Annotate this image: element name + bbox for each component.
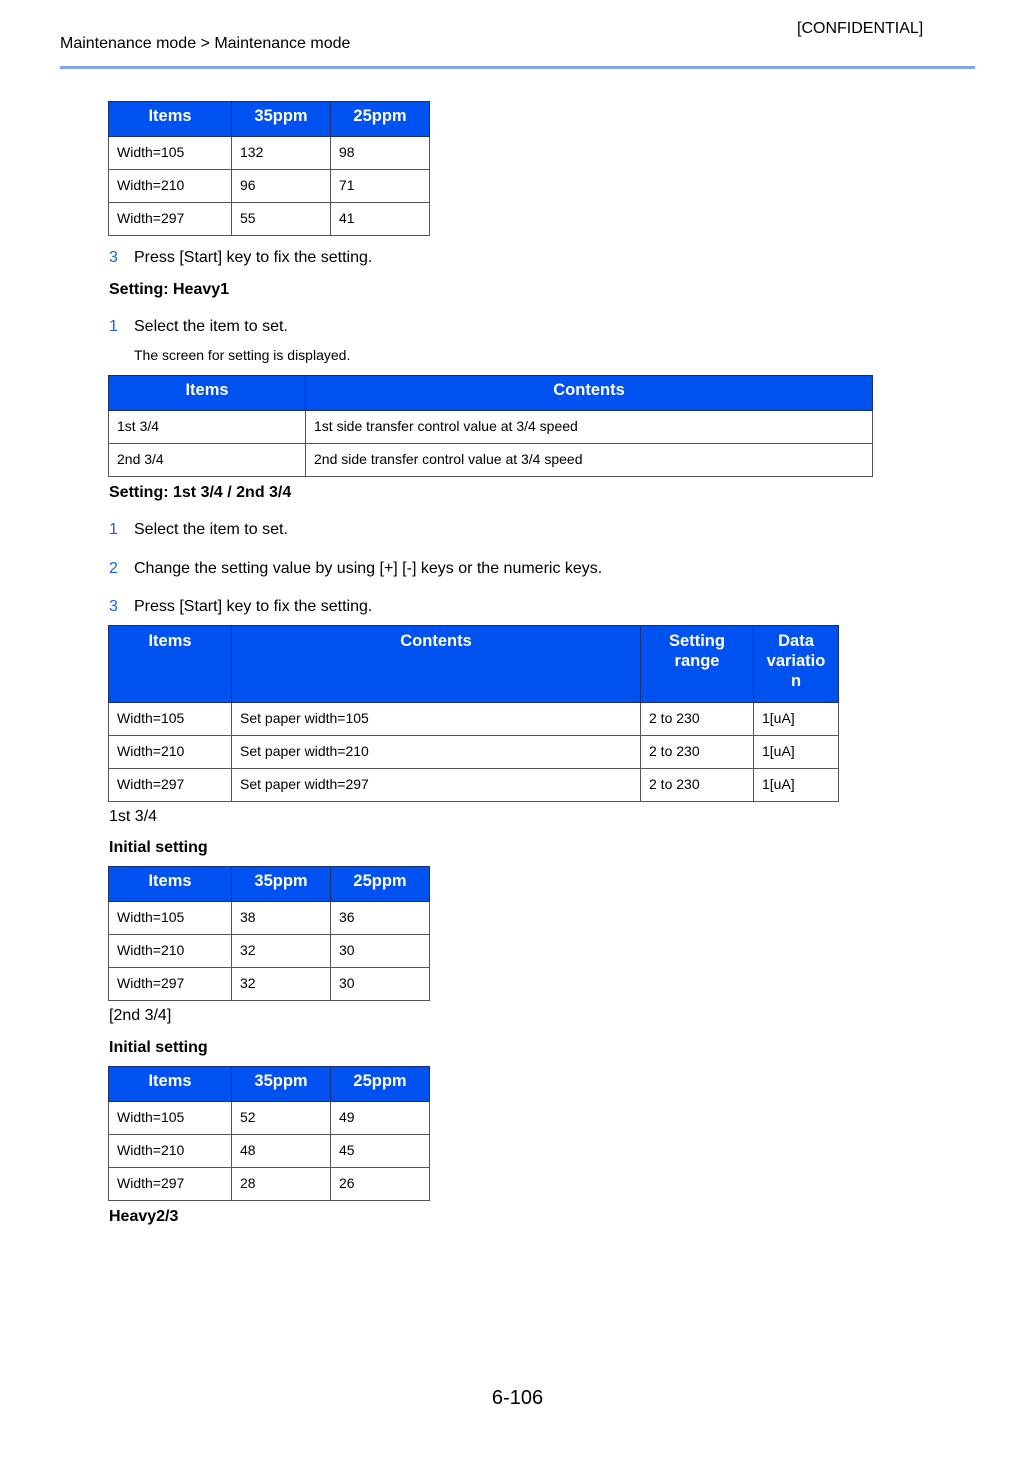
- table-cell: 52: [232, 1102, 331, 1135]
- table-row: [109, 137, 430, 170]
- column-header-data-variation: [754, 626, 839, 703]
- table-row: [109, 444, 873, 477]
- step-number: 1: [109, 521, 118, 538]
- table-cell: 38: [232, 902, 331, 935]
- column-header-setting-range: [641, 626, 754, 703]
- table-initial-1st: [108, 866, 430, 1001]
- table-cell: Width=210: [109, 736, 232, 769]
- table-cell: Width=105: [109, 1102, 232, 1135]
- step-text: Press [Start] key to fix the setting.: [134, 249, 373, 266]
- step-item: [109, 249, 809, 269]
- table-cell: 32: [232, 935, 331, 968]
- column-header: Items: [109, 376, 306, 411]
- column-header: 25ppm: [331, 1067, 430, 1102]
- section-heading: Initial setting: [109, 1039, 208, 1056]
- table-cell: 2 to 230: [641, 736, 754, 769]
- table-cell: 28: [232, 1168, 331, 1201]
- table-width-ppm-1: [108, 101, 430, 236]
- table-cell: 1[uA]: [754, 736, 839, 769]
- step-note: The screen for setting is displayed.: [134, 347, 351, 363]
- table-cell: 36: [331, 902, 430, 935]
- header-line: Setting: [669, 632, 725, 650]
- table-row: [109, 203, 430, 236]
- table-cell: 98: [331, 137, 430, 170]
- table-row: [109, 736, 839, 769]
- step-number: 3: [109, 598, 118, 615]
- table-cell: Width=210: [109, 170, 232, 203]
- column-header: Contents: [306, 376, 873, 411]
- table-cell: 71: [331, 170, 430, 203]
- column-header: Contents: [232, 626, 641, 703]
- step-number: 1: [109, 318, 118, 335]
- step-text: Select the item to set.: [134, 318, 288, 335]
- table-row: [109, 170, 430, 203]
- step-text: Press [Start] key to fix the setting.: [134, 598, 373, 615]
- table-cell: 96: [232, 170, 331, 203]
- table-cell: 2nd side transfer control value at 3/4 speed: [306, 444, 873, 477]
- table-cell: Width=297: [109, 1168, 232, 1201]
- table-cell: 1[uA]: [754, 769, 839, 802]
- table-cell: 45: [331, 1135, 430, 1168]
- table-initial-2nd: [108, 1066, 430, 1201]
- table-cell: Width=105: [109, 137, 232, 170]
- section-heading: Initial setting: [109, 839, 208, 856]
- table-row: [109, 1168, 430, 1201]
- table-setting-range: [108, 625, 839, 802]
- table-row: [109, 935, 430, 968]
- section-heading: Setting: Heavy1: [109, 281, 230, 298]
- header-line: variatio: [766, 652, 826, 670]
- table-cell: 55: [232, 203, 331, 236]
- breadcrumb: Maintenance mode > Maintenance mode: [60, 35, 351, 52]
- table-cell: 26: [331, 1168, 430, 1201]
- table-cell: 2 to 230: [641, 703, 754, 736]
- section-heading: Setting: 1st 3/4 / 2nd 3/4: [109, 484, 292, 501]
- step-number: 2: [109, 560, 118, 577]
- table-row: [109, 902, 430, 935]
- page-number: 6-106: [491, 1387, 544, 1409]
- column-header: Items: [109, 1067, 232, 1102]
- step-text: Change the setting value by using [+] [-] keys or the numeric keys.: [134, 560, 603, 577]
- column-header: 25ppm: [331, 867, 430, 902]
- column-header: 35ppm: [232, 1067, 331, 1102]
- column-header: Items: [109, 102, 232, 137]
- step-item: [109, 598, 909, 618]
- table-cell: Width=210: [109, 1135, 232, 1168]
- table-cell: Width=105: [109, 703, 232, 736]
- table-cell: 132: [232, 137, 331, 170]
- table-cell: 30: [331, 968, 430, 1001]
- table-items-contents: [108, 375, 873, 477]
- table-cell: 1[uA]: [754, 703, 839, 736]
- step-item: [109, 521, 909, 541]
- column-header: Items: [109, 626, 232, 703]
- step-item: [109, 318, 809, 338]
- table-row: [109, 769, 839, 802]
- step-text: Select the item to set.: [134, 521, 288, 538]
- table-row: [109, 411, 873, 444]
- column-header: 35ppm: [232, 867, 331, 902]
- header-divider: [60, 66, 975, 69]
- table-cell: Width=210: [109, 935, 232, 968]
- confidential-label: [CONFIDENTIAL]: [797, 20, 924, 37]
- column-header: 35ppm: [232, 102, 331, 137]
- table-row: [109, 1135, 430, 1168]
- sub-label: [2nd 3/4]: [109, 1007, 172, 1024]
- table-cell: 48: [232, 1135, 331, 1168]
- table-cell: 2 to 230: [641, 769, 754, 802]
- table-cell: 30: [331, 935, 430, 968]
- table-cell: 1st side transfer control value at 3/4 speed: [306, 411, 873, 444]
- table-cell: 49: [331, 1102, 430, 1135]
- header-line: n: [790, 672, 802, 690]
- table-cell: 41: [331, 203, 430, 236]
- table-cell: 2nd 3/4: [109, 444, 306, 477]
- header-line: range: [674, 652, 720, 670]
- table-cell: Set paper width=105: [232, 703, 641, 736]
- table-cell: 1st 3/4: [109, 411, 306, 444]
- section-heading: Heavy2/3: [109, 1208, 179, 1225]
- table-cell: Width=105: [109, 902, 232, 935]
- table-cell: 32: [232, 968, 331, 1001]
- table-cell: Width=297: [109, 968, 232, 1001]
- step-number: 3: [109, 249, 118, 266]
- table-cell: Width=297: [109, 769, 232, 802]
- column-header: Items: [109, 867, 232, 902]
- header-line: Data: [778, 632, 814, 650]
- table-row: [109, 1102, 430, 1135]
- table-cell: Set paper width=297: [232, 769, 641, 802]
- table-row: [109, 968, 430, 1001]
- table-row: [109, 703, 839, 736]
- table-cell: Width=297: [109, 203, 232, 236]
- step-item: [109, 560, 909, 580]
- column-header: 25ppm: [331, 102, 430, 137]
- table-cell: Set paper width=210: [232, 736, 641, 769]
- sub-label: 1st 3/4: [109, 808, 158, 825]
